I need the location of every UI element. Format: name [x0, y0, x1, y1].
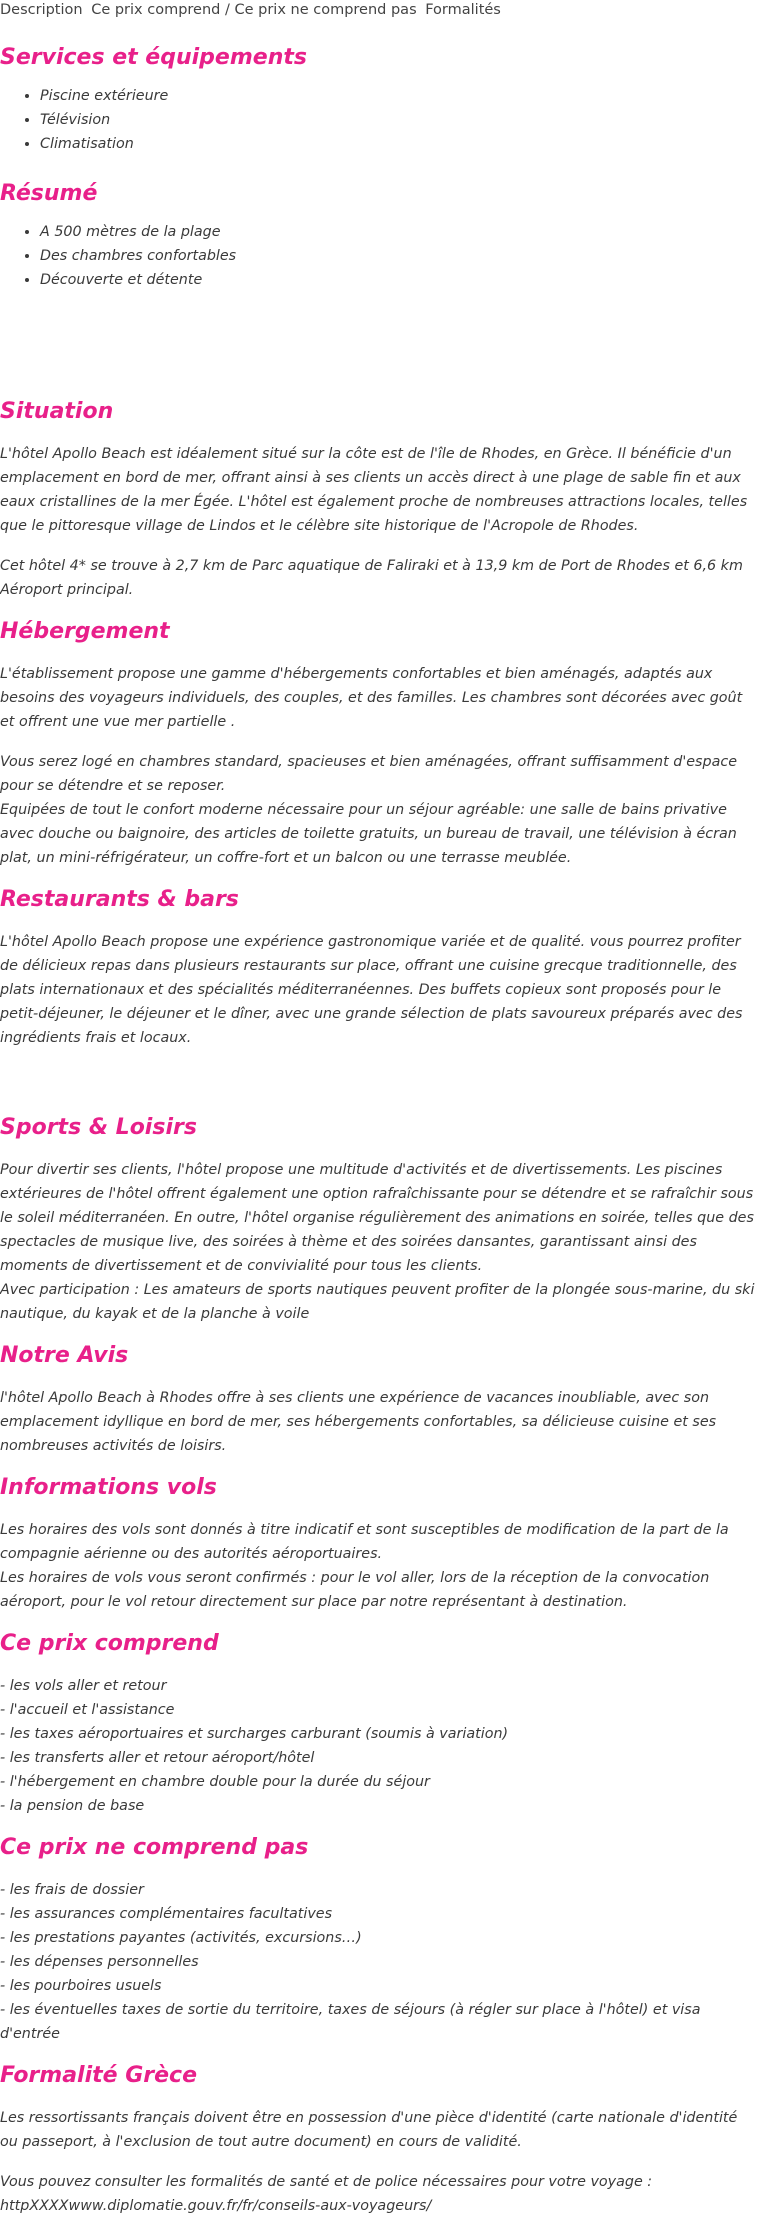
list-item: - les assurances complémentaires facultatives [0, 1906, 333, 1922]
list-item: • A 500 mètres de la plage [40, 220, 758, 244]
list-item: • Piscine extérieure [40, 84, 758, 108]
sports-participation: Avec participation : Les amateurs de sports nautiques peuvent profiter de la plongée sous-marine, du ski nautique, du kayak et de la planche à voile [0, 1282, 755, 1322]
list-item: - les transferts aller et retour aéroport/hôtel [0, 1750, 315, 1766]
section-title-avis: Notre Avis [0, 1343, 129, 1368]
list-item: - les dépenses personnelles [0, 1954, 199, 1970]
vols-indicatif: Les horaires des vols sont donnés à titre indicatif et sont susceptibles de modification de la part de la compagnie aérienne ou des autorités aéroportuaires. [0, 1522, 729, 1562]
list-item: - la pension de base [0, 1798, 145, 1814]
list-item: • Climatisation [40, 132, 758, 156]
sports-text [0, 1158, 758, 1326]
vols-text [0, 1518, 758, 1614]
avis-text: l'hôtel Apollo Beach à Rhodes offre à ses clients une expérience de vacances inoubliable, avec son emplacement idyllique en bord de mer, ses hébergements confortables, sa délicieuse cuisine et ses nombreuses activités de loisirs. [0, 1390, 717, 1454]
sports-activities: Pour divertir ses clients, l'hôtel propose une multitude d'activités et de divertissements. Les piscines extérieures de l'hôtel offrent également une option rafraîchissante pour se détendre et se rafraîchir sous le soleil méditerranéen. En outre, l'hôtel organise régulièrement des animations en soirée, telles que des spectacles de musique live, des soirées à thème et des soirées dansantes, garantissant ainsi des moments de divertissement et de convivialité pour tous les clients. [0, 1162, 754, 1274]
tab-prix[interactable]: Ce prix comprend / Ce prix ne comprend pas [91, 2, 417, 18]
services-list [0, 84, 758, 156]
section-title-hebergement: Hébergement [0, 619, 170, 644]
list-item: - les frais de dossier [0, 1882, 144, 1898]
section-title-services: Services et équipements [0, 45, 307, 70]
formalite-consult-text: Vous pouvez consulter les formalités de santé et de police nécessaires pour votre voyage : [0, 2174, 653, 2190]
section-title-formalite: Formalité Grèce [0, 2063, 198, 2088]
section-title-ne-comprend: Ce prix ne comprend pas [0, 1835, 309, 1860]
formalite-text: Les ressortissants français doivent être en possession d'une pièce d'identité (carte nationale d'identité ou passeport, à l'exclusion de tout autre document) en cours de validité. [0, 2110, 738, 2150]
section-title-restaurants: Restaurants & bars [0, 887, 239, 912]
list-item: - les pourboires usuels [0, 1978, 162, 1994]
tab-bar [0, 0, 758, 20]
hebergement-rooms-intro: Vous serez logé en chambres standard, spacieuses et bien aménagées, offrant suffisamment d'espace pour se détendre et se reposer. [0, 754, 738, 794]
list-item: • Des chambres confortables [40, 244, 758, 268]
resume-list [0, 220, 758, 292]
formalite-consult [0, 2170, 758, 2218]
tab-description[interactable]: Description [0, 2, 83, 18]
list-item: - les vols aller et retour [0, 1678, 167, 1694]
list-item: - l'hébergement en chambre double pour la durée du séjour [0, 1774, 430, 1790]
situation-text: L'hôtel Apollo Beach est idéalement situé sur la côte est de l'île de Rhodes, en Grèce. Il bénéficie d'un emplacement en bord de mer, offrant ainsi à ses clients un accès direct à une plage de sable fin et aux eaux cristallines de la mer Égée. L'hôtel est également proche de nombreuses attractions locales, telles que le pittoresque village de Lindos et le célèbre site historique de l'Acropole de Rhodes. [0, 446, 748, 534]
section-title-comprend: Ce prix comprend [0, 1631, 219, 1656]
list-item: • Découverte et détente [40, 268, 758, 292]
hebergement-text: L'établissement propose une gamme d'hébergements confortables et bien aménagés, adaptés aux besoins des voyageurs individuels, des couples, et des familles. Les chambres sont décorées avec goût et offrent une vue mer partielle . [0, 666, 743, 730]
list-item: - les éventuelles taxes de sortie du territoire, taxes de séjours (à régler sur place à l'hôtel) et visa d'entrée [0, 2002, 701, 2042]
hebergement-rooms [0, 750, 758, 870]
list-item: - les taxes aéroportuaires et surcharges carburant (soumis à variation) [0, 1726, 509, 1742]
vols-confirmation: Les horaires de vols vous seront confirmés : pour le vol aller, lors de la réception de la convocation aéroport, pour le vol retour directement sur place par notre représentant à destination. [0, 1570, 710, 1610]
comprend-list [0, 1674, 758, 1818]
situation-distances: Cet hôtel 4* se trouve à 2,7 km de Parc aquatique de Faliraki et à 13,9 km de Port de Rhodes et 6,6 km Aéroport principal. [0, 558, 743, 598]
ne-comprend-list [0, 1878, 758, 2046]
tab-formalites[interactable]: Formalités [425, 2, 501, 18]
section-title-vols: Informations vols [0, 1475, 217, 1500]
formalite-url: httpXXXXwww.diplomatie.gouv.fr/fr/conseils-aux-voyageurs/ [0, 2198, 432, 2214]
section-title-resume: Résumé [0, 181, 98, 206]
list-item: - l'accueil et l'assistance [0, 1702, 175, 1718]
list-item: - les prestations payantes (activités, excursions…) [0, 1930, 362, 1946]
list-item: • Télévision [40, 108, 758, 132]
restaurants-text: L'hôtel Apollo Beach propose une expérience gastronomique variée et de qualité. vous pourrez profiter de délicieux repas dans plusieurs restaurants sur place, offrant une cuisine grecque traditionnelle, des plats internationaux et des spécialités méditerranéennes. Des buffets copieux sont proposés pour le petit-déjeuner, le déjeuner et le dîner, avec une grande sélection de plats savoureux préparés avec des ingrédients frais et locaux. [0, 934, 743, 1046]
section-title-sports: Sports & Loisirs [0, 1115, 197, 1140]
section-title-situation: Situation [0, 399, 114, 424]
hebergement-rooms-equipment: Equipées de tout le confort moderne nécessaire pour un séjour agréable: une salle de bains privative avec douche ou baignoire, des articles de toilette gratuits, un bureau de travail, une télévision à écran plat, un mini-réfrigérateur, un coffre-fort et un balcon ou une terrasse meublée. [0, 802, 737, 866]
